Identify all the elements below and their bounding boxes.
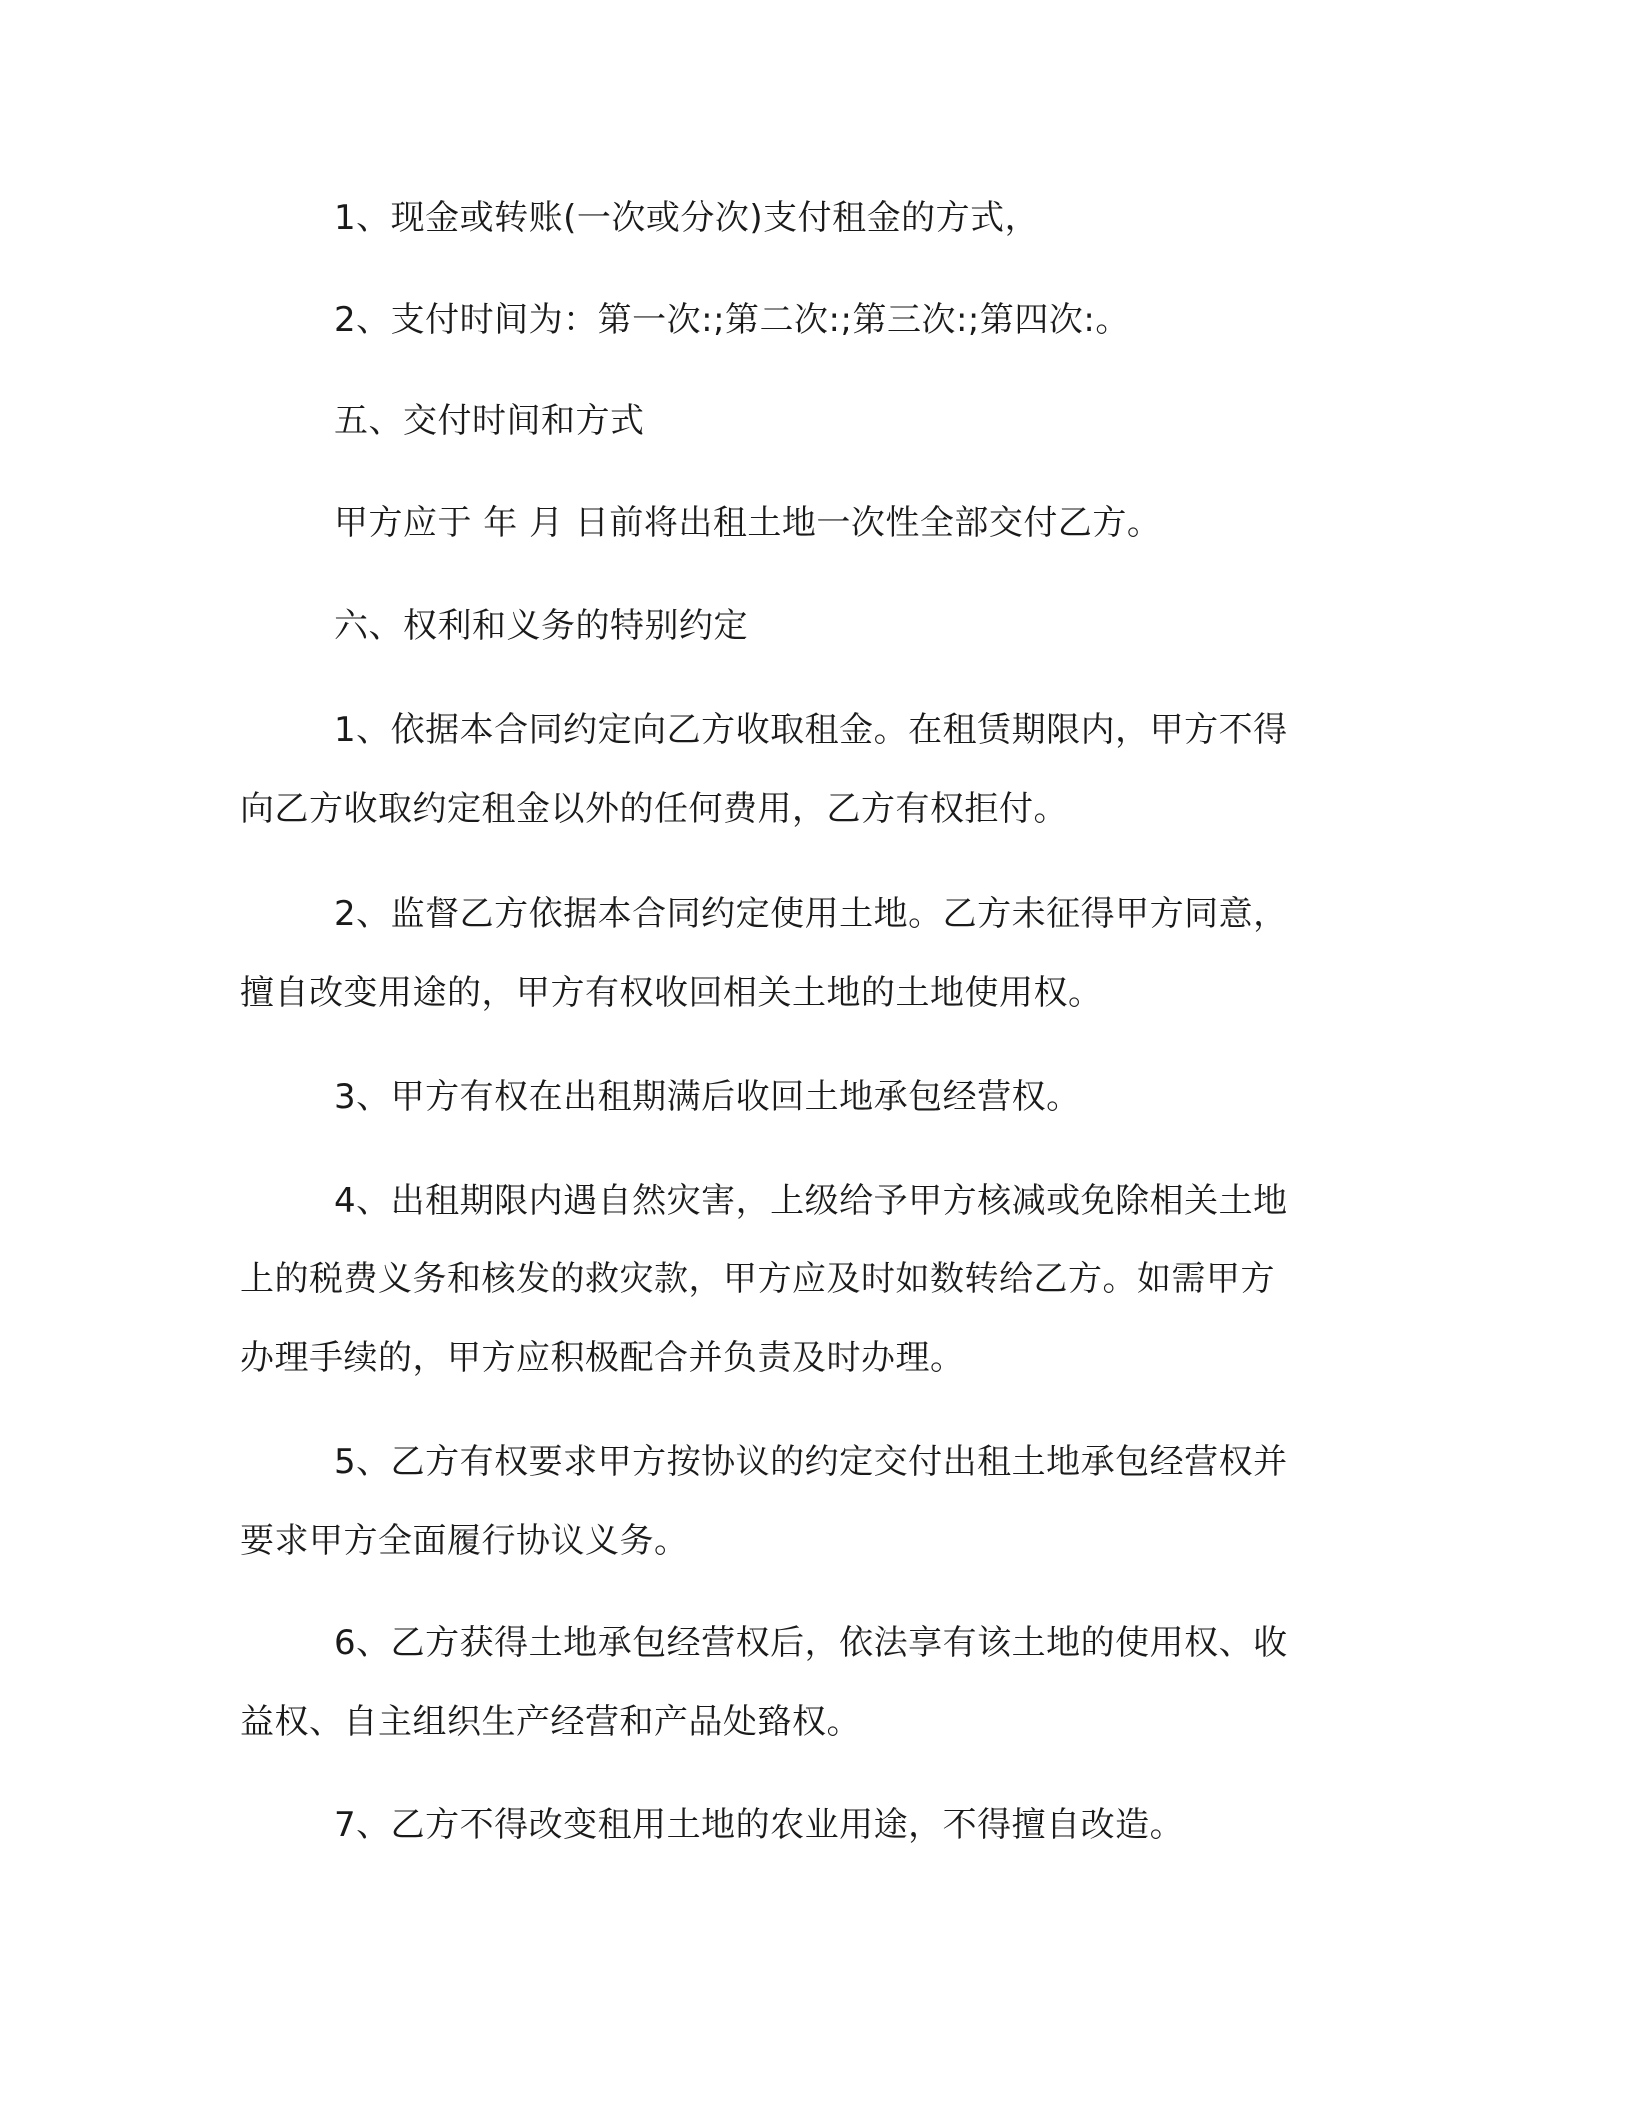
delivery-time-line: 甲方应于 年 月 日前将出租土地一次性全部交付乙方。 bbox=[334, 503, 1162, 543]
clause-5-line-1: 5、乙方有权要求甲方按协议的约定交付出租土地承包经营权并 bbox=[334, 1442, 1288, 1482]
section-five-heading: 五、交付时间和方式 bbox=[334, 401, 645, 441]
clause-2-line-2: 擅自改变用途的，甲方有权收回相关土地的土地使用权。 bbox=[240, 973, 1103, 1013]
payment-time-line: 2、支付时间为：第一次:;第二次:;第三次:;第四次:。 bbox=[334, 300, 1130, 340]
clause-4-line-2: 上的税费义务和核发的救灾款，甲方应及时如数转给乙方。如需甲方 bbox=[240, 1259, 1275, 1299]
clause-6-line-2: 益权、自主组织生产经营和产品处臵权。 bbox=[240, 1702, 861, 1742]
clause-1-line-1: 1、依据本合同约定向乙方收取租金。在租赁期限内，甲方不得 bbox=[334, 710, 1288, 750]
clause-3-line: 3、甲方有权在出租期满后收回土地承包经营权。 bbox=[334, 1077, 1081, 1117]
clause-7-line: 7、乙方不得改变租用土地的农业用途，不得擅自改造。 bbox=[334, 1805, 1185, 1845]
clause-6-line-1: 6、乙方获得土地承包经营权后，依法享有该土地的使用权、收 bbox=[334, 1623, 1288, 1663]
section-six-heading: 六、权利和义务的特别约定 bbox=[334, 606, 748, 646]
clause-5-line-2: 要求甲方全面履行协议义务。 bbox=[240, 1521, 689, 1561]
clause-4-line-3: 办理手续的，甲方应积极配合并负责及时办理。 bbox=[240, 1338, 965, 1378]
clause-2-line-1: 2、监督乙方依据本合同约定使用土地。乙方未征得甲方同意， bbox=[334, 894, 1288, 934]
clause-4-line-1: 4、出租期限内遇自然灾害，上级给予甲方核减或免除相关土地 bbox=[334, 1181, 1288, 1221]
payment-method-line: 1、现金或转账(一次或分次)支付租金的方式， bbox=[334, 198, 1040, 238]
clause-1-line-2: 向乙方收取约定租金以外的任何费用，乙方有权拒付。 bbox=[240, 789, 1068, 829]
